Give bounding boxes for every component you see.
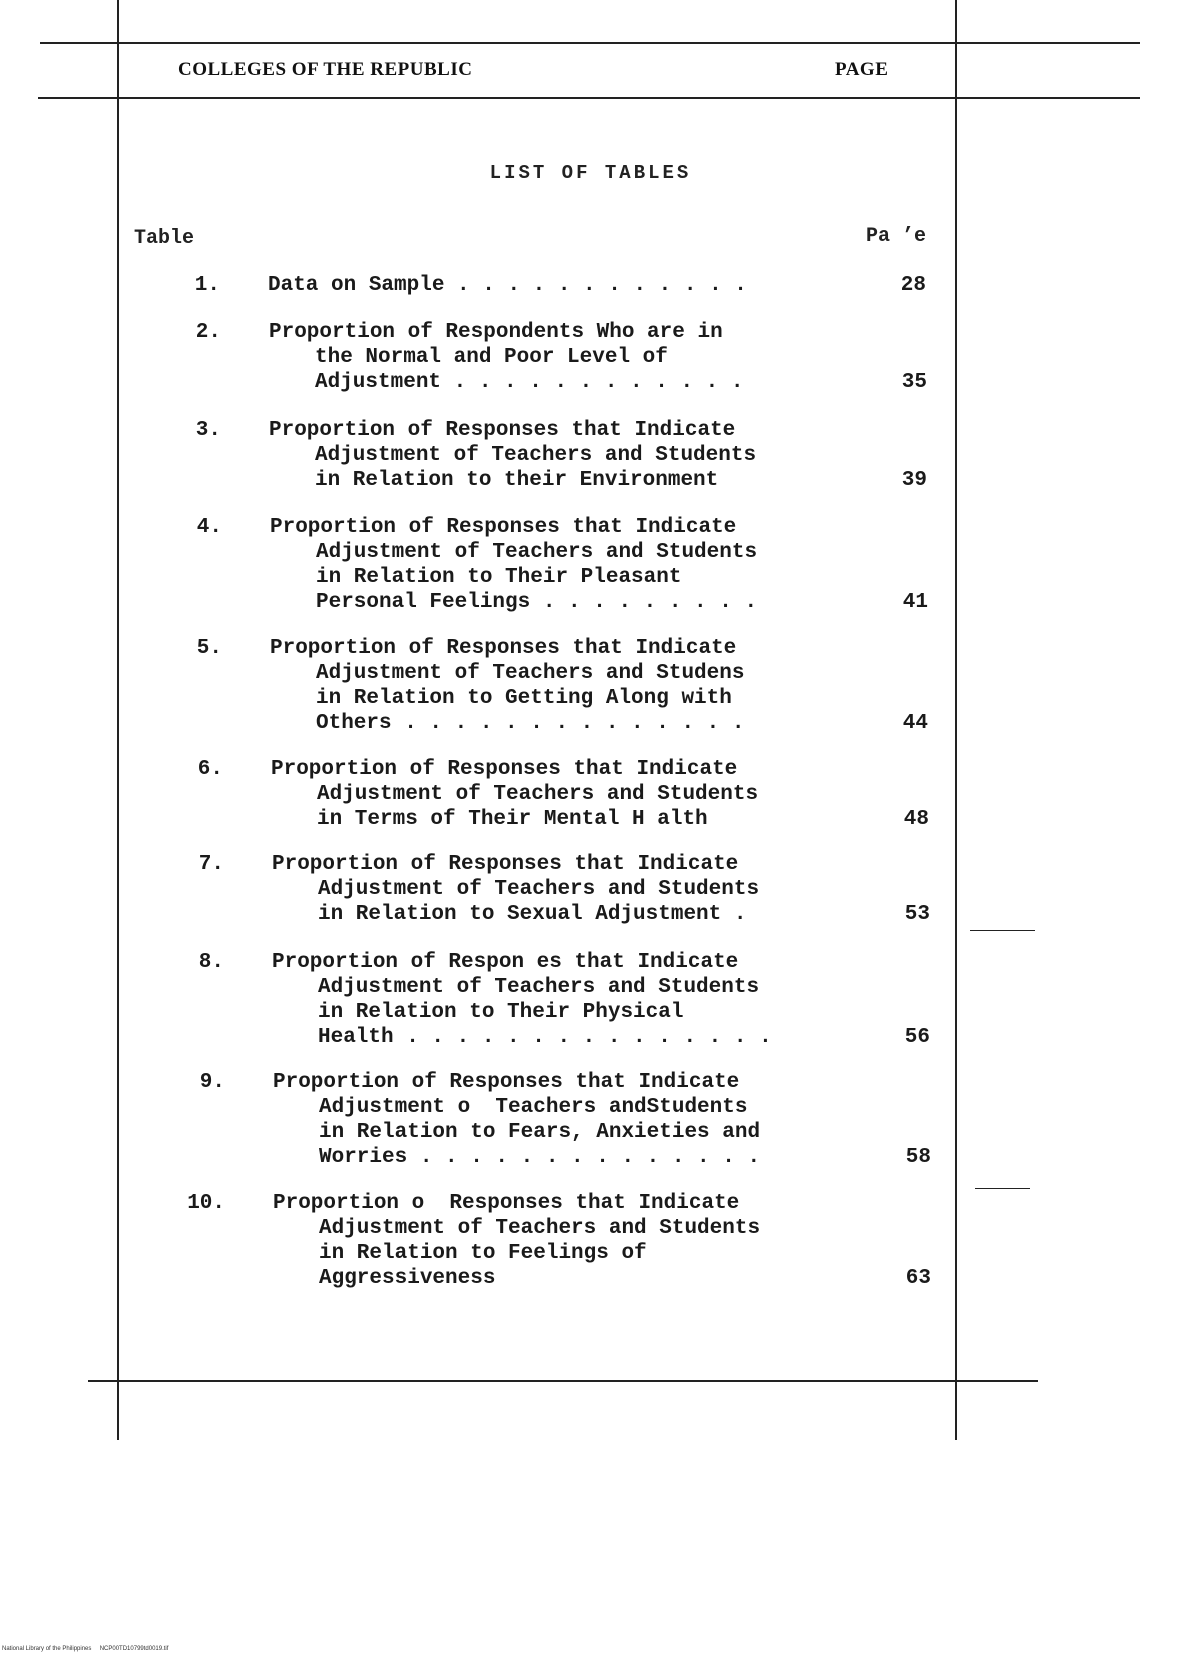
caption-line: Adjustment of Teachers and Students bbox=[318, 976, 760, 999]
caption-line: the Normal and Poor Level of bbox=[315, 346, 668, 369]
page-number: 39 bbox=[901, 469, 927, 492]
page-title: LIST OF TABLES bbox=[489, 162, 692, 184]
caption-line: Adjustment of Teachers and Students bbox=[317, 783, 759, 806]
table-caption bbox=[272, 852, 872, 927]
page-number: 63 bbox=[905, 1267, 931, 1290]
page-number: 56 bbox=[904, 1026, 930, 1049]
caption-line: Proportion of Respon es that Indicate bbox=[272, 951, 739, 974]
page-number: 41 bbox=[902, 591, 928, 614]
caption-line: Adjustment o Teachers andStudents bbox=[319, 1096, 748, 1119]
page-number: 58 bbox=[905, 1146, 931, 1169]
page-number: 35 bbox=[901, 371, 927, 394]
page-number: 44 bbox=[902, 712, 928, 735]
caption-line: in Relation to their Environment bbox=[315, 469, 719, 492]
margin-mark-1 bbox=[970, 930, 1035, 931]
table-number: 9. bbox=[199, 1071, 225, 1094]
table-number: 3. bbox=[195, 419, 221, 442]
caption-line: Adjustment of Teachers and Students bbox=[315, 444, 757, 467]
caption-line: Adjustment of Teachers and Students bbox=[318, 878, 760, 901]
table-caption bbox=[269, 418, 869, 493]
table-caption bbox=[269, 320, 869, 395]
table-number: 2. bbox=[195, 321, 221, 344]
running-header-page: PAGE bbox=[835, 59, 889, 80]
caption-line: Adjustment . . . . . . . . . . . . bbox=[315, 371, 744, 394]
page-number: 53 bbox=[904, 903, 930, 926]
caption-line: Health . . . . . . . . . . . . . . . bbox=[318, 1026, 772, 1049]
caption-line: in Relation to Getting Along with bbox=[316, 687, 732, 710]
left-margin-line bbox=[117, 0, 119, 1440]
column-header-table: Table bbox=[134, 227, 195, 250]
margin-mark-2 bbox=[975, 1188, 1030, 1189]
caption-line: Adjustment of Teachers and Studens bbox=[316, 662, 745, 685]
caption-line: Proportion of Responses that Indicate bbox=[270, 637, 737, 660]
caption-line: in Relation to Their Physical bbox=[318, 1001, 684, 1024]
caption-line: Proportion of Responses that Indicate bbox=[273, 1071, 740, 1094]
table-caption bbox=[270, 515, 870, 615]
caption-line: in Relation to Their Pleasant bbox=[316, 566, 682, 589]
caption-line: Aggressiveness bbox=[319, 1267, 496, 1290]
scan-footer: National Library of the Philippines NCP00TD10799td0019.tif bbox=[2, 1646, 169, 1652]
table-number: 4. bbox=[196, 516, 222, 539]
table-number: 7. bbox=[198, 853, 224, 876]
caption-line: Proportion of Responses that Indicate bbox=[269, 419, 736, 442]
table-caption bbox=[273, 1070, 873, 1170]
caption-line: Proportion of Respondents Who are in bbox=[269, 321, 723, 344]
table-number: 6. bbox=[197, 758, 223, 781]
caption-line: Data on Sample . . . . . . . . . . . . bbox=[268, 274, 747, 297]
caption-line: in Relation to Sexual Adjustment . bbox=[318, 903, 747, 926]
column-header-page: Pa ’e bbox=[866, 225, 927, 248]
caption-line: Proportion of Responses that Indicate bbox=[271, 758, 738, 781]
table-caption bbox=[273, 1191, 873, 1291]
top-rule bbox=[40, 42, 1140, 44]
right-margin-line bbox=[955, 0, 957, 1440]
table-caption bbox=[272, 950, 872, 1050]
caption-line: Proportion of Responses that Indicate bbox=[270, 516, 737, 539]
bottom-rule bbox=[88, 1380, 1038, 1382]
running-header-title: COLLEGES OF THE REPUBLIC bbox=[178, 59, 473, 80]
caption-line: Proportion of Responses that Indicate bbox=[272, 853, 739, 876]
caption-line: in Relation to Fears, Anxieties and bbox=[319, 1121, 761, 1144]
table-caption bbox=[270, 636, 870, 736]
table-number: 8. bbox=[198, 951, 224, 974]
table-number: 10. bbox=[187, 1192, 225, 1215]
caption-line: Adjustment of Teachers and Students bbox=[316, 541, 758, 564]
caption-line: Worries . . . . . . . . . . . . . . bbox=[319, 1146, 761, 1169]
caption-line: Personal Feelings . . . . . . . . . bbox=[316, 591, 758, 614]
table-number: 5. bbox=[196, 637, 222, 660]
page-number: 28 bbox=[900, 274, 926, 297]
caption-line: in Terms of Their Mental H alth bbox=[317, 808, 708, 831]
page-number: 48 bbox=[903, 808, 929, 831]
caption-line: Adjustment of Teachers and Students bbox=[319, 1217, 761, 1240]
caption-line: Others . . . . . . . . . . . . . . bbox=[316, 712, 745, 735]
table-caption bbox=[268, 273, 868, 298]
header-underline bbox=[38, 97, 1140, 99]
table-number: 1. bbox=[194, 274, 220, 297]
caption-line: Proportion o Responses that Indicate bbox=[273, 1192, 740, 1215]
table-caption bbox=[271, 757, 871, 832]
caption-line: in Relation to Feelings of bbox=[319, 1242, 647, 1265]
